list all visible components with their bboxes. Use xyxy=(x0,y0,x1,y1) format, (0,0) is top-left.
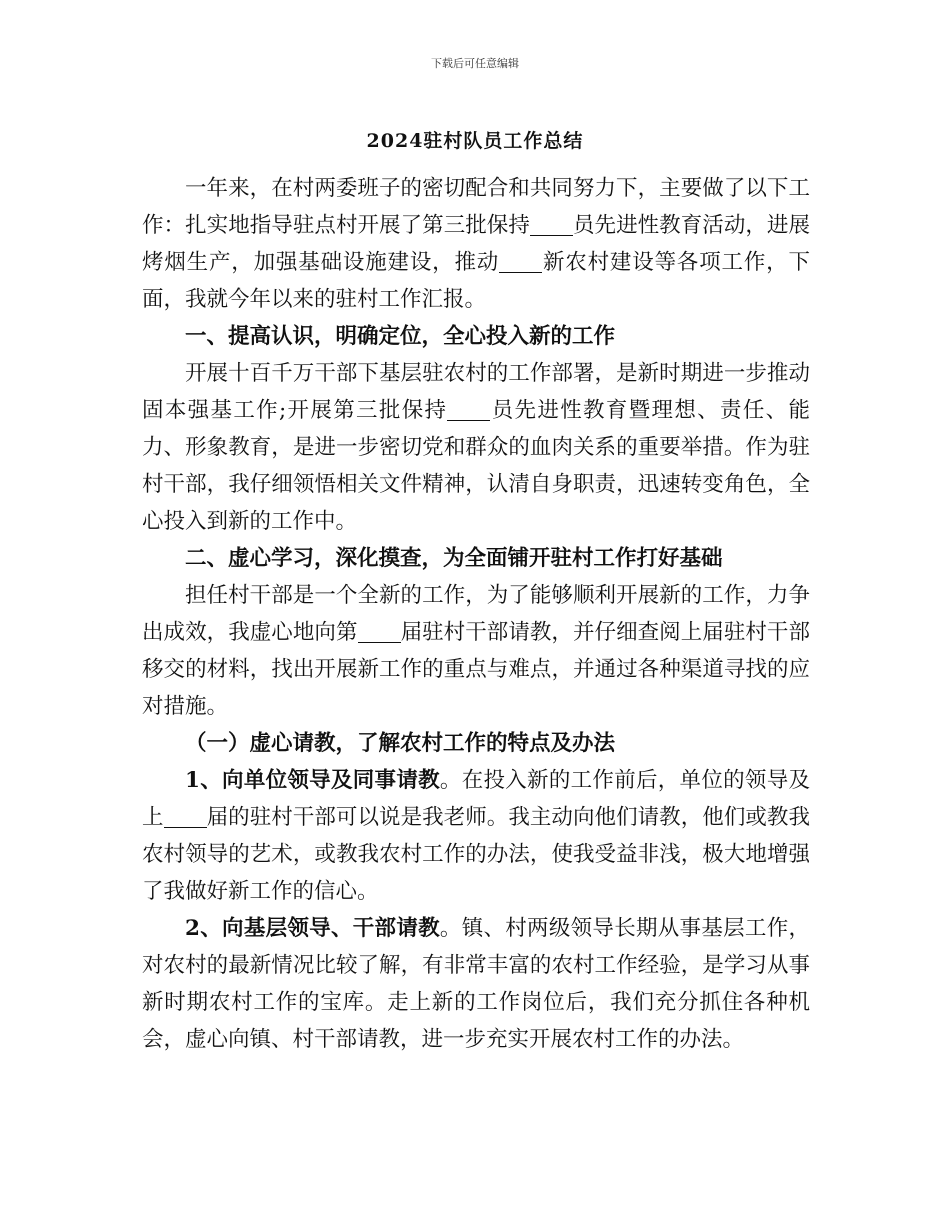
paragraph-intro xyxy=(142,170,810,318)
blank-line xyxy=(499,251,542,274)
page-header-note: 下载后可任意编辑 xyxy=(431,57,519,70)
section-heading-2: 二、虚心学习，深化摸查，为全面铺开驻村工作打好基础 xyxy=(185,546,723,571)
text-span: 员先进性教育活动，进展烤烟生产，加强基础设施建设，推动 xyxy=(142,213,810,275)
subsection-heading-1: （一）虚心请教，了解农村工作的特点及办法 xyxy=(185,731,616,756)
section-heading-1: 一、提高认识，明确定位，全心投入新的工作 xyxy=(185,324,616,349)
document-title: 2024驻村队员工作总结 xyxy=(366,130,584,152)
text-span: 担任村干部是一个全新的工作，为了能够顺利开展新的工作，力争出成效，我虚心地向第 xyxy=(142,583,810,645)
text-span: 一年来，在村两委班子的密切配合和共同努力下，主要做了以下工作：扎实地指导驻点村开展了第三批保持 xyxy=(142,176,810,238)
text-span: 届驻村干部请教，并仔细查阅上届驻村干部移交的材料，找出开展新工作的重点与难点，并通过各种渠道寻找的应对措施。 xyxy=(142,620,810,719)
blank-line xyxy=(358,621,401,644)
blank-line xyxy=(164,806,207,829)
blank-line xyxy=(447,399,490,422)
paragraph-section-1 xyxy=(142,355,810,540)
document-body xyxy=(142,170,810,1058)
blank-line xyxy=(530,214,573,237)
text-span: 。在投入新的工作前后，单位的领导及上 xyxy=(142,768,810,830)
text-span: 开展十百千万干部下基层驻农村的工作部署，是新时期进一步推动固本强基工作;开展第三批保持 xyxy=(142,361,810,423)
text-span: 新农村建设等各项工作，下面，我就今年以来的驻村工作汇报。 xyxy=(142,250,810,312)
text-span: 。镇、村两级领导长期从事基层工作，对农村的最新情况比较了解，有非常丰富的农村工作经验，是学习从事新时期农村工作的宝库。走上新的工作岗位后，我们充分抓住各种机会，虚心向镇、村干部请教，进一步充实开展农村工作的办法。 xyxy=(142,916,810,1052)
paragraph-section-2 xyxy=(142,577,810,725)
paragraph-item-2 xyxy=(142,910,810,1058)
text-span: 员先进性教育暨理想、责任、能力、形象教育，是进一步密切党和群众的血肉关系的重要举措。作为驻村干部，我仔细领悟相关文件精神，认清自身职责，迅速转变角色，全心投入到新的工作中。 xyxy=(142,398,810,534)
paragraph-item-1 xyxy=(142,762,810,910)
text-span: 届的驻村干部可以说是我老师。我主动向他们请教，他们或教我农村领导的艺术，或教我农村工作的办法，使我受益非浅，极大地增强了我做好新工作的信心。 xyxy=(142,805,810,904)
item-lead: 2、向基层领导、干部请教 xyxy=(185,916,440,941)
item-lead: 1、向单位领导及同事请教 xyxy=(185,768,440,793)
